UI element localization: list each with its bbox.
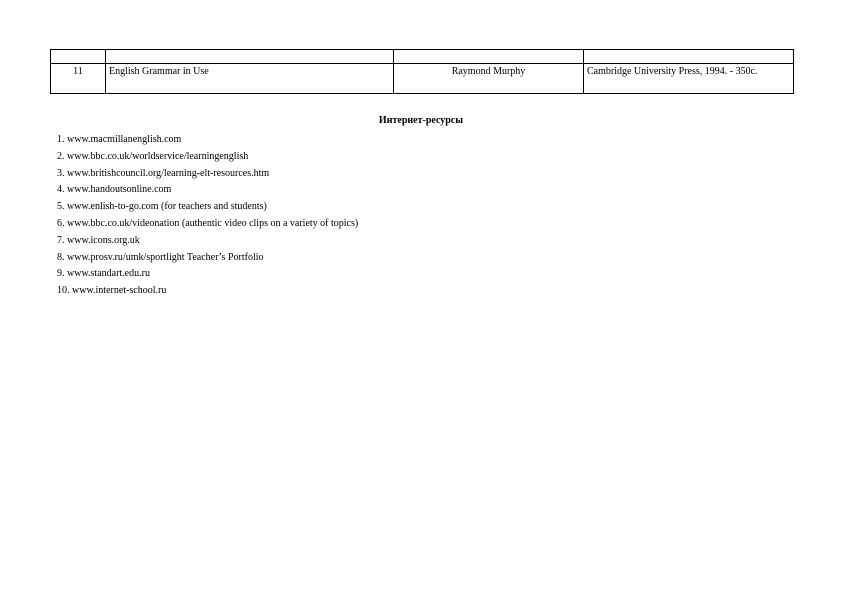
table-row: [51, 64, 794, 94]
cell-author: Raymond Murphy: [394, 64, 584, 94]
cell-number: [51, 50, 106, 64]
cell-title: English Grammar in Use: [106, 64, 394, 94]
resources-list: [57, 132, 358, 300]
cell-title: [106, 50, 394, 64]
cell-publisher: Cambridge University Press, 1994. - 350с.: [584, 64, 794, 94]
literature-table: [50, 49, 794, 94]
resource-item: 2. www.bbc.co.uk/worldservice/learningenglish: [57, 150, 249, 162]
resource-item: 4. www.handoutsonline.com: [57, 184, 172, 196]
resource-item: 9. www.standart.edu.ru: [57, 268, 150, 280]
cell-publisher: [584, 50, 794, 64]
cell-number: 11: [51, 64, 106, 94]
resource-item: 10. www.internet-school.ru: [57, 285, 167, 297]
cell-author: [394, 50, 584, 64]
resource-item: 7. www.icons.org.uk: [57, 234, 140, 246]
table-row: [51, 50, 794, 64]
resource-item: 5. www.enlish-to-go.com (for teachers and students): [57, 201, 267, 213]
resources-heading: Интернет-ресурсы: [378, 115, 464, 126]
resource-item: 3. www.britishcouncil.org/learning-elt-resources.htm: [57, 167, 270, 179]
resource-item: 1. www.macmillanenglish.com: [57, 134, 182, 145]
resource-item: 8. www.prosv.ru/umk/sportlight Teacher’s Portfolio: [57, 251, 264, 263]
resource-item: 6. www.bbc.co.uk/videonation (authentic video clips on a variety of topics): [57, 217, 359, 229]
